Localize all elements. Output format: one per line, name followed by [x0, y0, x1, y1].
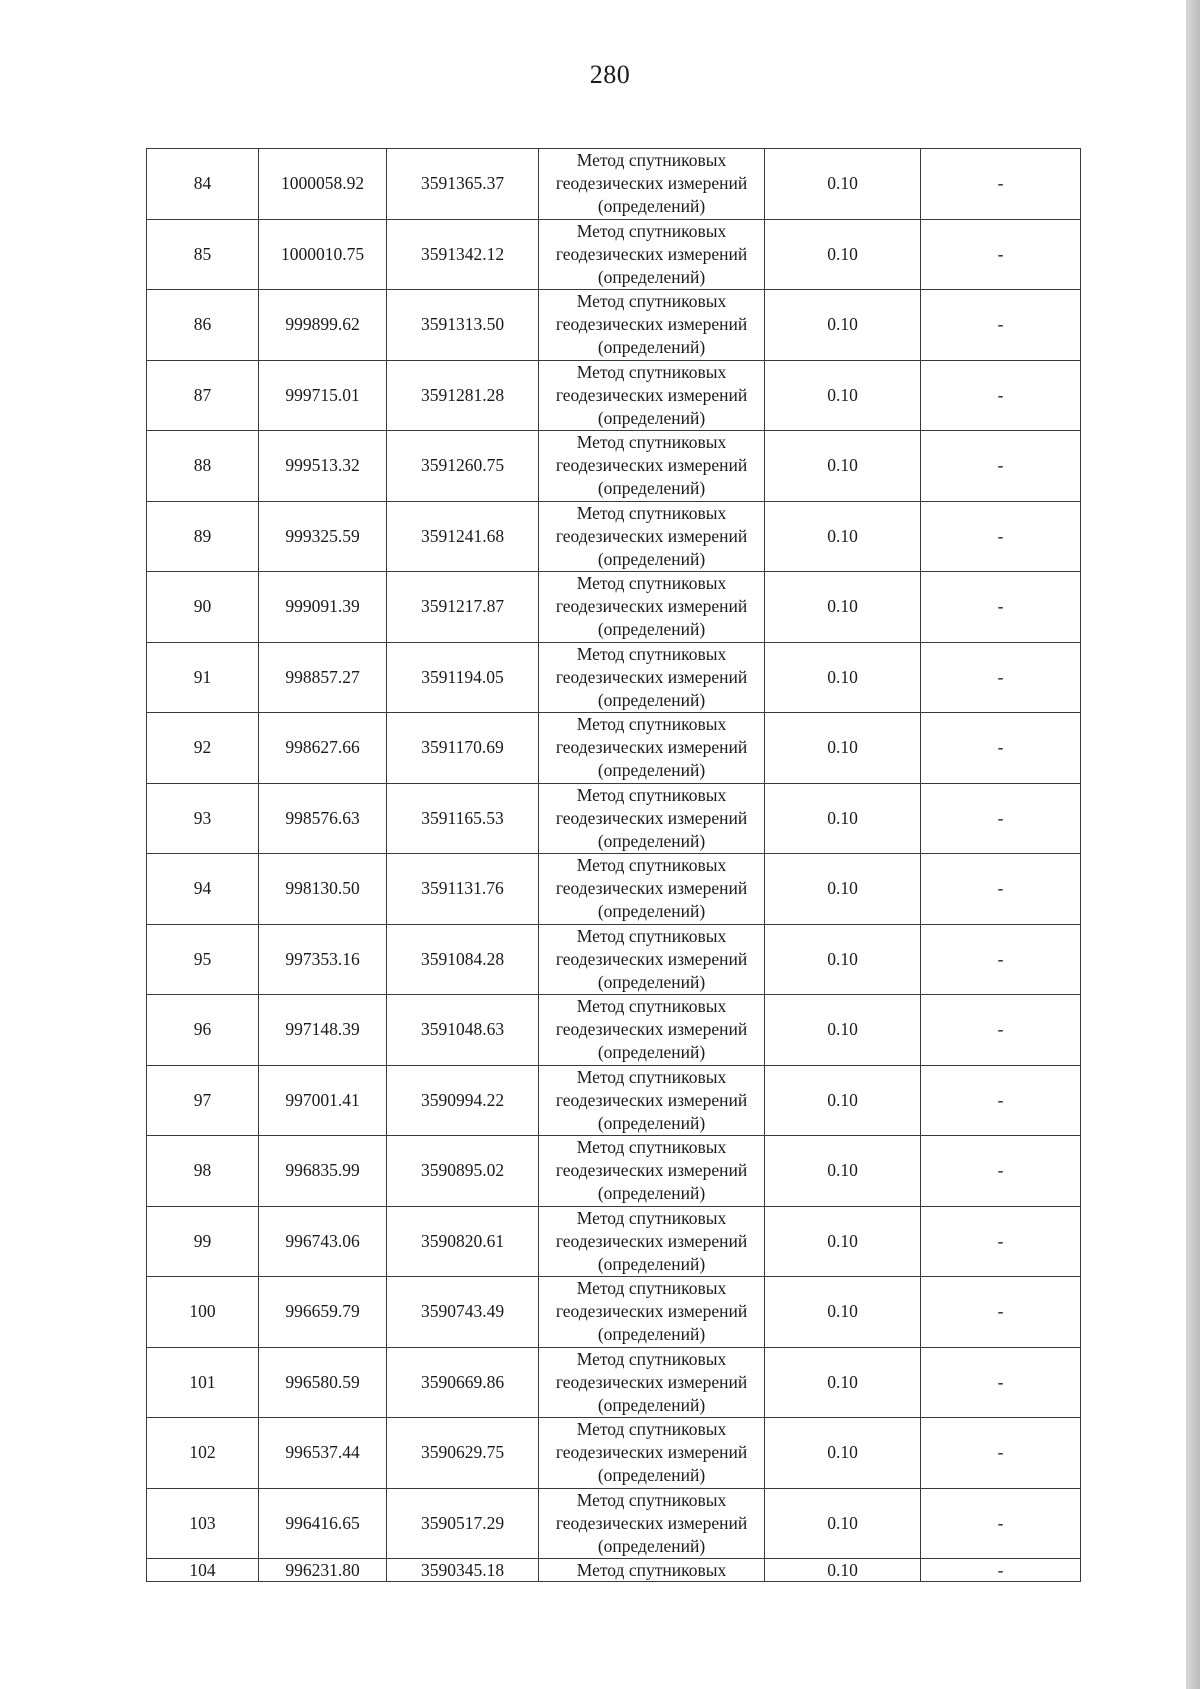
note-cell: -: [921, 1065, 1081, 1136]
note-cell: -: [921, 1559, 1081, 1582]
y-coordinate-cell: 3590345.18: [387, 1559, 539, 1582]
accuracy-cell: 0.10: [765, 924, 921, 995]
accuracy-cell: 0.10: [765, 1065, 921, 1136]
method-line: геодезических измерений: [555, 1019, 748, 1040]
x-coordinate-cell: 999715.01: [259, 360, 387, 431]
accuracy-cell: 0.10: [765, 219, 921, 290]
table-row: [147, 290, 1081, 361]
y-coordinate-cell: 3591365.37: [387, 149, 539, 220]
method-line: геодезических измерений: [555, 525, 748, 546]
note-cell: -: [921, 854, 1081, 925]
table-row: [147, 1418, 1081, 1489]
table-row: [147, 1488, 1081, 1559]
page-number: 280: [589, 60, 631, 89]
method-cell: [539, 572, 765, 643]
note-cell: -: [921, 1347, 1081, 1418]
point-number-cell: 96: [147, 995, 259, 1066]
note-cell: -: [921, 783, 1081, 854]
point-number-cell: 92: [147, 713, 259, 784]
method-line: геодезических измерений: [555, 1442, 748, 1463]
method-line: геодезических измерений: [555, 1160, 748, 1181]
accuracy-cell: 0.10: [765, 360, 921, 431]
table-row: [147, 1559, 1081, 1582]
method-line: геодезических измерений: [555, 1230, 748, 1251]
y-coordinate-cell: 3591084.28: [387, 924, 539, 995]
accuracy-cell: 0.10: [765, 995, 921, 1066]
accuracy-cell: 0.10: [765, 431, 921, 502]
point-number-cell: 98: [147, 1136, 259, 1207]
y-coordinate-cell: 3591241.68: [387, 501, 539, 572]
note-cell: -: [921, 1488, 1081, 1559]
y-coordinate-cell: 3591217.87: [387, 572, 539, 643]
method-line: Метод спутниковых: [576, 784, 727, 805]
method-line: геодезических измерений: [555, 948, 748, 969]
y-coordinate-cell: 3591131.76: [387, 854, 539, 925]
method-line: геодезических измерений: [555, 384, 748, 405]
table-row: [147, 995, 1081, 1066]
x-coordinate-cell: 1000010.75: [259, 219, 387, 290]
point-number-cell: 89: [147, 501, 259, 572]
method-line: Метод спутниковых: [576, 1348, 727, 1369]
accuracy-cell: 0.10: [765, 1277, 921, 1348]
method-line: Метод спутниковых: [576, 643, 727, 664]
method-line: Метод спутниковых: [576, 1137, 727, 1158]
method-line: (определений): [597, 548, 706, 569]
accuracy-cell: 0.10: [765, 572, 921, 643]
accuracy-cell: 0.10: [765, 713, 921, 784]
accuracy-cell: 0.10: [765, 1559, 921, 1582]
note-cell: -: [921, 924, 1081, 995]
method-line: (определений): [597, 830, 706, 851]
accuracy-cell: 0.10: [765, 642, 921, 713]
note-cell: -: [921, 995, 1081, 1066]
method-line: Метод спутниковых: [576, 573, 727, 594]
accuracy-cell: 0.10: [765, 1136, 921, 1207]
x-coordinate-cell: 996416.65: [259, 1488, 387, 1559]
method-line: (определений): [597, 1394, 706, 1415]
method-cell: [539, 1206, 765, 1277]
table-row: [147, 713, 1081, 784]
method-cell: [539, 501, 765, 572]
note-cell: -: [921, 501, 1081, 572]
method-line: геодезических измерений: [555, 878, 748, 899]
scan-edge: [1186, 0, 1200, 1689]
y-coordinate-cell: 3591313.50: [387, 290, 539, 361]
accuracy-cell: 0.10: [765, 290, 921, 361]
method-cell: [539, 642, 765, 713]
y-coordinate-cell: 3590820.61: [387, 1206, 539, 1277]
note-cell: -: [921, 572, 1081, 643]
method-line: Метод спутниковых: [576, 432, 727, 453]
method-line: Метод спутниковых: [576, 714, 727, 735]
method-line: (определений): [597, 901, 706, 922]
point-number-cell: 97: [147, 1065, 259, 1136]
y-coordinate-cell: 3590994.22: [387, 1065, 539, 1136]
y-coordinate-cell: 3591165.53: [387, 783, 539, 854]
method-line: геодезических измерений: [555, 1512, 748, 1533]
x-coordinate-cell: 998576.63: [259, 783, 387, 854]
table-row: [147, 854, 1081, 925]
method-cell: [539, 149, 765, 220]
x-coordinate-cell: 998130.50: [259, 854, 387, 925]
table-row: [147, 219, 1081, 290]
x-coordinate-cell: 999091.39: [259, 572, 387, 643]
table-row: [147, 1277, 1081, 1348]
method-cell: [539, 713, 765, 784]
method-line: геодезических измерений: [555, 737, 748, 758]
x-coordinate-cell: 996835.99: [259, 1136, 387, 1207]
method-line: геодезических измерений: [555, 173, 748, 194]
method-line: (определений): [597, 407, 706, 428]
note-cell: -: [921, 713, 1081, 784]
method-line: (определений): [597, 971, 706, 992]
note-cell: -: [921, 431, 1081, 502]
table-row: [147, 642, 1081, 713]
x-coordinate-cell: 999899.62: [259, 290, 387, 361]
method-cell: [539, 854, 765, 925]
x-coordinate-cell: 996743.06: [259, 1206, 387, 1277]
point-number-cell: 93: [147, 783, 259, 854]
table-row: [147, 572, 1081, 643]
y-coordinate-cell: 3591342.12: [387, 219, 539, 290]
point-number-cell: 86: [147, 290, 259, 361]
accuracy-cell: 0.10: [765, 1206, 921, 1277]
method-line: Метод спутниковых: [576, 1489, 727, 1510]
point-number-cell: 101: [147, 1347, 259, 1418]
method-cell: [539, 1277, 765, 1348]
method-line: Метод спутниковых: [576, 855, 727, 876]
y-coordinate-cell: 3591048.63: [387, 995, 539, 1066]
point-number-cell: 104: [147, 1559, 259, 1582]
method-line: Метод спутниковых: [576, 1207, 727, 1228]
y-coordinate-cell: 3590517.29: [387, 1488, 539, 1559]
method-line: Метод спутниковых: [576, 1419, 727, 1440]
x-coordinate-cell: 996580.59: [259, 1347, 387, 1418]
y-coordinate-cell: 3590629.75: [387, 1418, 539, 1489]
method-line: Метод спутниковых: [576, 361, 727, 382]
accuracy-cell: 0.10: [765, 1418, 921, 1489]
method-cell: Метод спутниковых: [539, 1559, 765, 1582]
note-cell: -: [921, 290, 1081, 361]
table-row: [147, 149, 1081, 220]
method-cell: [539, 360, 765, 431]
method-line: геодезических измерений: [555, 1301, 748, 1322]
method-line: (определений): [597, 478, 706, 499]
table-row: [147, 431, 1081, 502]
method-line: (определений): [597, 760, 706, 781]
method-line: геодезических измерений: [555, 1089, 748, 1110]
method-cell: [539, 1347, 765, 1418]
x-coordinate-cell: 997001.41: [259, 1065, 387, 1136]
method-cell: [539, 431, 765, 502]
note-cell: -: [921, 1136, 1081, 1207]
method-line: Метод спутниковых: [576, 996, 727, 1017]
method-line: (определений): [597, 266, 706, 287]
accuracy-cell: 0.10: [765, 783, 921, 854]
method-line: геодезических измерений: [555, 455, 748, 476]
method-line: (определений): [597, 196, 706, 217]
accuracy-cell: 0.10: [765, 854, 921, 925]
y-coordinate-cell: 3590669.86: [387, 1347, 539, 1418]
note-cell: -: [921, 642, 1081, 713]
x-coordinate-cell: 996231.80: [259, 1559, 387, 1582]
method-cell: [539, 1418, 765, 1489]
method-line: (определений): [597, 689, 706, 710]
method-line: Метод спутниковых: [576, 150, 727, 171]
method-cell: [539, 1488, 765, 1559]
method-line: Метод спутниковых: [576, 502, 727, 523]
note-cell: -: [921, 219, 1081, 290]
method-line: Метод спутниковых: [576, 925, 727, 946]
method-line: (определений): [597, 1253, 706, 1274]
method-line: геодезических измерений: [555, 596, 748, 617]
table-row: [147, 924, 1081, 995]
table-row: [147, 360, 1081, 431]
method-line: Метод спутниковых: [576, 1066, 727, 1087]
method-line: геодезических измерений: [555, 314, 748, 335]
accuracy-cell: 0.10: [765, 1347, 921, 1418]
point-number-cell: 103: [147, 1488, 259, 1559]
note-cell: -: [921, 1418, 1081, 1489]
method-line: (определений): [597, 337, 706, 358]
method-cell: [539, 924, 765, 995]
method-line: Метод спутниковых: [576, 220, 727, 241]
point-number-cell: 91: [147, 642, 259, 713]
table-row: [147, 1065, 1081, 1136]
point-number-cell: 88: [147, 431, 259, 502]
method-cell: [539, 1065, 765, 1136]
y-coordinate-cell: 3590895.02: [387, 1136, 539, 1207]
method-line: (определений): [597, 1112, 706, 1133]
accuracy-cell: 0.10: [765, 501, 921, 572]
x-coordinate-cell: 999325.59: [259, 501, 387, 572]
y-coordinate-cell: 3591260.75: [387, 431, 539, 502]
method-line: (определений): [597, 1042, 706, 1063]
point-number-cell: 100: [147, 1277, 259, 1348]
point-number-cell: 102: [147, 1418, 259, 1489]
method-cell: [539, 1136, 765, 1207]
method-cell: [539, 219, 765, 290]
x-coordinate-cell: 997353.16: [259, 924, 387, 995]
point-number-cell: 94: [147, 854, 259, 925]
y-coordinate-cell: 3591281.28: [387, 360, 539, 431]
method-line: (определений): [597, 619, 706, 640]
x-coordinate-cell: 999513.32: [259, 431, 387, 502]
note-cell: -: [921, 149, 1081, 220]
point-number-cell: 95: [147, 924, 259, 995]
coordinates-table: [146, 148, 1081, 1582]
x-coordinate-cell: 1000058.92: [259, 149, 387, 220]
point-number-cell: 99: [147, 1206, 259, 1277]
method-line: геодезических измерений: [555, 807, 748, 828]
x-coordinate-cell: 998857.27: [259, 642, 387, 713]
coordinates-table-body: [147, 149, 1081, 1582]
x-coordinate-cell: 996537.44: [259, 1418, 387, 1489]
y-coordinate-cell: 3591194.05: [387, 642, 539, 713]
x-coordinate-cell: 998627.66: [259, 713, 387, 784]
note-cell: -: [921, 1277, 1081, 1348]
point-number-cell: 87: [147, 360, 259, 431]
x-coordinate-cell: 996659.79: [259, 1277, 387, 1348]
y-coordinate-cell: 3590743.49: [387, 1277, 539, 1348]
method-line: (определений): [597, 1465, 706, 1486]
table-row: [147, 783, 1081, 854]
table-row: [147, 1347, 1081, 1418]
accuracy-cell: 0.10: [765, 1488, 921, 1559]
y-coordinate-cell: 3591170.69: [387, 713, 539, 784]
method-line: геодезических измерений: [555, 666, 748, 687]
point-number-cell: 85: [147, 219, 259, 290]
method-line: (определений): [597, 1183, 706, 1204]
table-row: [147, 1206, 1081, 1277]
table-row: [147, 501, 1081, 572]
method-line: (определений): [597, 1324, 706, 1345]
point-number-cell: 84: [147, 149, 259, 220]
note-cell: -: [921, 360, 1081, 431]
method-cell: [539, 290, 765, 361]
method-line: (определений): [597, 1535, 706, 1556]
accuracy-cell: 0.10: [765, 149, 921, 220]
method-cell: [539, 783, 765, 854]
note-cell: -: [921, 1206, 1081, 1277]
method-line: Метод спутниковых: [576, 291, 727, 312]
point-number-cell: 90: [147, 572, 259, 643]
method-line: геодезических измерений: [555, 1371, 748, 1392]
method-line: геодезических измерений: [555, 243, 748, 264]
x-coordinate-cell: 997148.39: [259, 995, 387, 1066]
table-row: [147, 1136, 1081, 1207]
method-cell: [539, 995, 765, 1066]
method-line: Метод спутниковых: [576, 1278, 727, 1299]
